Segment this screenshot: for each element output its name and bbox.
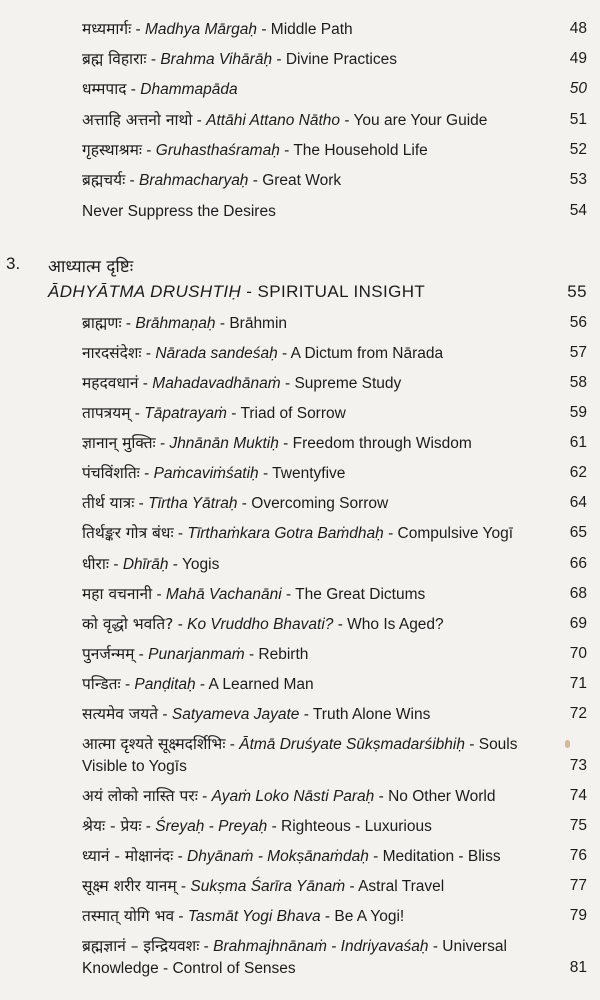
toc-entry <box>82 139 587 162</box>
entry-devanagari: आत्मा दृश्यते सूक्ष्मदर्शिभिः <box>82 735 226 753</box>
entry-english: - The Household Life <box>279 142 428 159</box>
entry-separator: - <box>155 435 170 452</box>
toc-entry <box>82 522 587 545</box>
entry-devanagari: ब्रह्म विहाराः <box>82 50 147 68</box>
entry-english: - Twentyfive <box>258 465 346 482</box>
entry-devanagari: तस्मात् योगि भव <box>82 907 175 925</box>
entry-transliteration: Dhyānaṁ - Mokṣānaṁdaḥ <box>187 848 369 865</box>
toc-entry <box>82 78 587 101</box>
toc-entry <box>82 48 587 71</box>
toc-entry-text <box>82 492 547 515</box>
entry-separator: - <box>139 465 154 482</box>
entry-english: - Great Work <box>248 172 342 189</box>
entry-english: - Overcoming Sorrow <box>237 495 389 512</box>
entry-english: - Souls Visible to Yogīs <box>82 736 518 775</box>
toc-entry <box>82 402 587 425</box>
entry-english: - No Other World <box>374 788 496 805</box>
entry-transliteration: Brāhmaṇaḥ <box>135 315 216 332</box>
toc-entry <box>82 200 587 223</box>
entry-separator: - <box>126 81 141 98</box>
entry-transliteration: Tīrthaṁkara Gotra Baṁdhaḥ <box>187 525 384 542</box>
toc-entry-text <box>82 522 547 545</box>
entry-english: - Middle Path <box>257 21 353 38</box>
entry-transliteration: Ātmā Druśyate Sūkṣmadarśibhiḥ <box>239 736 465 753</box>
entry-transliteration: Tīrtha Yātraḥ <box>148 495 238 512</box>
entry-transliteration: Gruhasthaśramaḥ <box>155 142 280 159</box>
toc-entry-page-number: 73 <box>569 757 587 774</box>
toc-entry-text <box>82 432 547 455</box>
section-title-english: - SPIRITUAL INSIGHT <box>241 282 426 301</box>
toc-entry-text <box>82 78 547 101</box>
entry-transliteration: Ko Vruddho Bhavati? <box>187 616 334 633</box>
entry-devanagari: तिर्थङ्कर गोत्र बंधः <box>82 524 174 542</box>
toc-entry <box>82 169 587 192</box>
entry-separator: - <box>173 616 188 633</box>
entry-english: - Righteous - Luxurious <box>267 818 432 835</box>
toc-entry-text <box>82 733 547 778</box>
entry-separator: - <box>173 848 188 865</box>
entry-english: - Meditation - Bliss <box>368 848 501 865</box>
entry-devanagari: पन्डितः <box>82 675 121 693</box>
entry-transliteration: Madhya Mārgaḥ <box>145 21 258 38</box>
entry-transliteration: Jhnānān Muktiḥ <box>169 435 279 452</box>
entry-devanagari: ज्ञानान् मुक्तिः <box>82 434 156 452</box>
toc-entry-text <box>82 312 547 335</box>
entry-transliteration: Brahma Vihārāḥ <box>160 51 273 68</box>
entry-english: - A Learned Man <box>195 676 314 693</box>
toc-entry-text <box>82 643 547 666</box>
entry-devanagari: ब्राह्मणः <box>82 314 122 332</box>
toc-entry-text <box>82 169 547 192</box>
entry-separator: - <box>134 495 149 512</box>
toc-entry-page-number: 70 <box>569 645 587 662</box>
toc-entry-page-number: 77 <box>569 877 587 894</box>
entry-devanagari: ध्यानं - मोक्षानंदः <box>82 847 174 865</box>
entry-separator: - <box>130 405 145 422</box>
entry-english: - A Dictum from Nārada <box>277 345 444 362</box>
entry-devanagari: तीर्थ यात्रः <box>82 494 135 512</box>
entry-english: - Be A Yogi! <box>320 908 405 925</box>
toc-entry <box>82 462 587 485</box>
entry-devanagari: महा वचनानी <box>82 585 153 603</box>
entry-devanagari: ब्रह्मज्ञानं – इन्द्रियवशः <box>82 937 200 955</box>
toc-entry-page-number: 59 <box>569 404 587 421</box>
entry-english: - Supreme Study <box>280 375 402 392</box>
entry-separator: - <box>225 736 240 753</box>
entry-english: - The Great Dictums <box>281 586 426 603</box>
entry-english: Never Suppress the Desires <box>82 203 276 220</box>
entry-separator: - <box>174 908 188 925</box>
section-title-transliteration: ĀDHYĀTMA DRUSHTIḤ <box>48 282 242 301</box>
toc-entry <box>82 432 587 455</box>
entry-devanagari: ब्रह्मचर्यः <box>82 171 126 189</box>
toc-entry-page-number: 61 <box>569 434 587 451</box>
toc-entry-page-number: 65 <box>569 524 587 541</box>
toc-entry-text <box>82 18 547 41</box>
entry-transliteration: Sukṣma Śarīra Yānaṁ <box>190 878 346 895</box>
entry-transliteration: Panḍitaḥ <box>134 676 196 693</box>
entry-separator: - <box>192 112 207 129</box>
toc-entry-page-number: 79 <box>569 907 587 924</box>
entry-transliteration: Brahmacharyaḥ <box>139 172 249 189</box>
entry-devanagari: तापत्रयम् <box>82 404 131 422</box>
toc-entry-page-number: 74 <box>569 787 587 804</box>
entry-transliteration: Paṁcaviṁśatiḥ <box>153 465 259 482</box>
toc-entry <box>82 312 587 335</box>
toc-entry-page-number: 68 <box>569 585 587 602</box>
toc-entry <box>82 372 587 395</box>
toc-entry <box>82 342 587 365</box>
toc-entry <box>82 733 587 778</box>
toc-entry-page-number: 76 <box>569 847 587 864</box>
toc-entry <box>82 935 587 980</box>
toc-entry-page-number: 56 <box>569 314 587 331</box>
entry-devanagari: को वृद्धो भवति? <box>82 615 174 633</box>
toc-entry <box>82 553 587 576</box>
toc-entry <box>82 18 587 41</box>
toc-entry-text <box>82 845 547 868</box>
toc-entry-text <box>82 372 547 395</box>
entry-transliteration: Dhīrāḥ <box>122 556 169 573</box>
toc-entry <box>82 703 587 726</box>
entry-separator: - <box>199 938 214 955</box>
entry-devanagari: मध्यमार्गः <box>82 20 132 38</box>
toc-entry-page-number: 51 <box>569 111 587 128</box>
toc-entry-page-number: 58 <box>569 374 587 391</box>
section-title-devanagari: आध्यात्म दृष्टिः <box>48 257 134 277</box>
entry-english: - Compulsive Yogī <box>383 525 514 542</box>
toc-entry-text <box>82 200 547 223</box>
entry-english: - You are Your Guide <box>340 112 488 129</box>
section-page-number: 55 <box>567 282 587 301</box>
toc-entry <box>82 109 587 132</box>
entry-separator: - <box>158 706 172 723</box>
entry-devanagari: पुनर्जन्मम् <box>82 645 135 663</box>
toc-entry-text <box>82 402 547 425</box>
entry-english: - Universal Knowledge - Control of Senses <box>82 938 507 977</box>
toc-entry-page-number: 62 <box>569 464 587 481</box>
entry-transliteration: Brahmajhnānaṁ - Indriyavaśaḥ <box>213 938 429 955</box>
entry-separator: - <box>197 788 212 805</box>
toc-entry-page-number: 53 <box>569 171 587 188</box>
section-number: 3. <box>6 254 21 273</box>
entry-separator: - <box>121 315 136 332</box>
entry-devanagari: अयं लोको नास्ति परः <box>82 787 198 805</box>
toc-entry-text <box>82 815 547 838</box>
toc-entry-text <box>82 109 547 132</box>
toc-entry-text <box>82 875 547 898</box>
toc-entry-page-number: 48 <box>569 20 587 37</box>
toc-entry-page-number: 66 <box>569 555 587 572</box>
entry-english: - Triad of Sorrow <box>226 405 346 422</box>
entry-transliteration: Punarjanmaṁ <box>148 646 245 663</box>
toc-entry-page-number: 72 <box>569 705 587 722</box>
entry-separator: - <box>131 21 146 38</box>
entry-devanagari: श्रेयः - प्रेयः <box>82 817 142 835</box>
entry-english: - Truth Alone Wins <box>299 706 431 723</box>
toc-entry-text <box>82 935 547 980</box>
entry-english: - Brāhmin <box>215 315 288 332</box>
entry-english: - Astral Travel <box>345 878 445 895</box>
entry-separator: - <box>146 51 161 68</box>
entry-separator: - <box>141 818 156 835</box>
entry-separator: - <box>109 556 123 573</box>
toc-entry-text <box>82 553 547 576</box>
toc-entry-text <box>82 583 547 606</box>
toc-entry-page-number: 71 <box>569 675 587 692</box>
toc-entry-text <box>82 673 547 696</box>
entry-transliteration: Satyameva Jayate <box>171 706 300 723</box>
toc-entry-page-number: 64 <box>569 494 587 511</box>
toc-entry-text <box>82 342 547 365</box>
entry-devanagari: महदवधानं <box>82 374 139 392</box>
toc-entry-text <box>82 905 547 928</box>
entry-separator: - <box>138 375 153 392</box>
entry-devanagari: धीराः <box>82 555 110 573</box>
toc-entry <box>82 583 587 606</box>
entry-devanagari: सूक्ष्म शरीर यानम् <box>82 877 177 895</box>
entry-separator: - <box>134 646 149 663</box>
entry-transliteration: Mahā Vachanāni <box>165 586 282 603</box>
toc-entry-page-number: 52 <box>569 141 587 158</box>
toc-entry-text <box>82 48 547 71</box>
entry-transliteration: Attāhi Attano Nātho <box>206 112 341 129</box>
toc-entry <box>82 673 587 696</box>
entry-separator: - <box>120 676 135 693</box>
toc-entry <box>82 492 587 515</box>
toc-entry-page-number: 75 <box>569 817 587 834</box>
toc-entry-text <box>82 613 547 636</box>
toc-entry <box>82 613 587 636</box>
entry-english: - Rebirth <box>244 646 309 663</box>
entry-english: - Yogis <box>168 556 220 573</box>
toc-entry <box>82 875 587 898</box>
entry-separator: - <box>152 586 166 603</box>
entry-transliteration: Ayaṁ Loko Nāsti Paraḥ <box>211 788 375 805</box>
toc-entry-text <box>82 139 547 162</box>
toc-entry <box>82 845 587 868</box>
toc-entry-page-number: 49 <box>569 50 587 67</box>
toc-entry-page-number: 54 <box>569 202 587 219</box>
toc-entry-page-number: 81 <box>569 959 587 976</box>
entry-transliteration: Mahadavadhānaṁ <box>152 375 281 392</box>
entry-separator: - <box>141 345 156 362</box>
entry-english: - Freedom through Wisdom <box>278 435 472 452</box>
toc-entry <box>82 643 587 666</box>
toc-entry-text <box>82 785 547 808</box>
entry-separator: - <box>125 172 140 189</box>
entry-transliteration: Tāpatrayaṁ <box>144 405 227 422</box>
toc-entry <box>82 815 587 838</box>
entry-english: - Who Is Aged? <box>333 616 444 633</box>
toc-entry <box>82 905 587 928</box>
entry-separator: - <box>173 525 188 542</box>
entry-devanagari: अत्ताहि अत्तनो नाथो <box>82 111 193 129</box>
entry-separator: - <box>141 142 156 159</box>
entry-transliteration: Nārada sandeśaḥ <box>155 345 278 362</box>
entry-transliteration: Dhammapāda <box>140 81 238 98</box>
toc-entry-text <box>82 703 547 726</box>
toc-entry <box>82 785 587 808</box>
entry-devanagari: नारदसंदेशः <box>82 344 142 362</box>
entry-devanagari: सत्यमेव जयते <box>82 705 159 723</box>
toc-entry-page-number: 57 <box>569 344 587 361</box>
entry-transliteration: Tasmāt Yogi Bhava <box>187 908 321 925</box>
toc-entry-page-number: 50 <box>569 80 587 97</box>
entry-separator: - <box>176 878 191 895</box>
toc-entry-page-number: 69 <box>569 615 587 632</box>
entry-english: - Divine Practices <box>272 51 397 68</box>
toc-entry-text <box>82 462 547 485</box>
entry-devanagari: धम्मपाद <box>82 80 127 98</box>
entry-transliteration: Śreyaḥ - Preyaḥ <box>155 818 268 835</box>
entry-devanagari: गृहस्थाश्रमः <box>82 141 142 159</box>
paper-smudge <box>565 740 570 748</box>
section-title <box>48 282 587 302</box>
entry-devanagari: पंचविंशतिः <box>82 464 140 482</box>
